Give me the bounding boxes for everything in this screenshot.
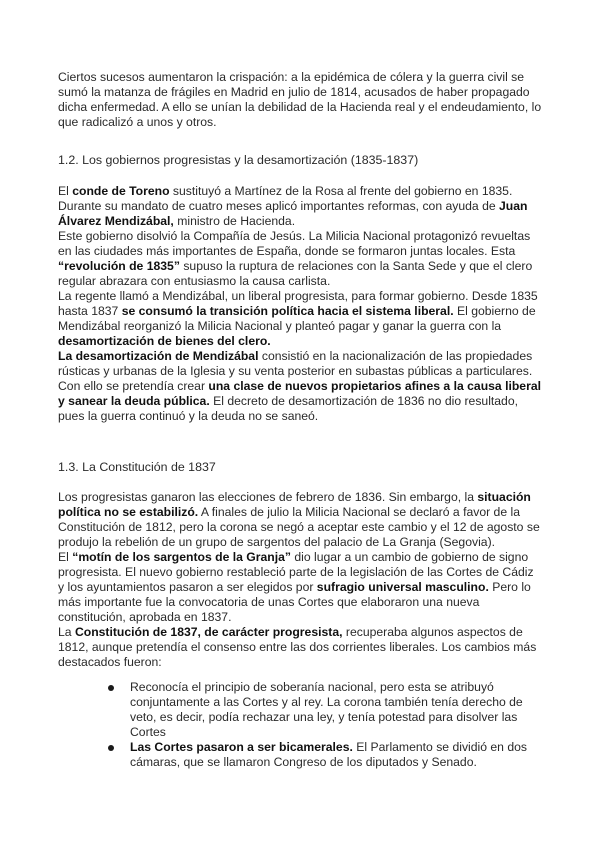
text-run: supuso la ruptura de relaciones con la Santa Sede y que el clero regular abrazara con entusiasmo la causa carlista. bbox=[58, 259, 533, 288]
text-run: El bbox=[58, 550, 73, 564]
section-1-3-heading-text: 1.3. La Constitución de 1837 bbox=[58, 460, 216, 474]
bold-run: se consumó la transición política hacia el sistema liberal. bbox=[121, 304, 454, 318]
text-run: recuperaba algunos aspectos de 1812, aunque pretendía el consenso entre las dos corrientes liberales. Los cambios más destacados fueron: bbox=[58, 625, 537, 669]
text-run: El Parlamento se dividió en dos cámaras, que se llamaron Congreso de los diputados y Senado. bbox=[130, 740, 527, 769]
text-run: consistió en la nacionalización de las propiedades rústicas y urbanas de la Iglesia y su venta posterior en subastas públicas a particulares. Con ello se pretendía crear bbox=[58, 349, 533, 393]
section-1-3-heading bbox=[58, 460, 542, 475]
list-item bbox=[108, 680, 538, 740]
text-run: La regente llamó a Mendizábal, un liberal progresista, para formar gobierno. Desde 1835 hasta 1837 bbox=[58, 289, 538, 318]
changes-list bbox=[108, 680, 538, 770]
bold-run: “motín de los sargentos de la Granja” bbox=[72, 550, 291, 564]
text-run: Este gobierno disolvió la Compañía de Jesús. La Milicia Nacional protagonizó revueltas en las ciudades más importantes de España, donde se formaron juntas locales. Esta bbox=[58, 229, 531, 258]
bold-run: conde de Toreno bbox=[72, 184, 170, 198]
text-run: Pero lo más importante fue la convocatoria de unas Cortes que elaboraron una nueva constitución, aprobada en 1837. bbox=[58, 580, 531, 624]
bold-run: Constitución de 1837, de carácter progresista, bbox=[74, 625, 343, 639]
paragraph-elecciones-1836 bbox=[58, 490, 542, 550]
bullet-icon bbox=[108, 745, 114, 751]
text-run: El gobierno de Mendizábal reorganizó la Milicia Nacional y planteó pagar y ganar la guerra con la bbox=[58, 304, 536, 333]
bold-run: Las Cortes pasaron a ser bicamerales. bbox=[130, 740, 353, 754]
text-run: El decreto de desamortización de 1836 no dio resultado, pues la guerra continuó y la deuda no se saneó. bbox=[58, 394, 519, 423]
section-1-3-body bbox=[58, 490, 542, 670]
text-run: Los progresistas ganaron las elecciones de febrero de 1836. Sin embargo, la bbox=[58, 490, 478, 504]
text-run: A finales de julio la Milicia Nacional se declaró a favor de la Constitución de 1812, pero la corona se negó a aceptar este cambio y el 12 de agosto se produjo la rebelión de un grupo de sargentos del palacio de La Granja (Segovia). bbox=[58, 505, 540, 549]
bold-run: desamortización de bienes del clero. bbox=[58, 334, 271, 348]
text-run: ministro de Hacienda. bbox=[173, 214, 296, 228]
bold-run: sufragio universal masculino. bbox=[316, 580, 489, 594]
section-1-2-heading bbox=[58, 153, 542, 168]
text-run: La bbox=[58, 625, 75, 639]
bold-run: “revolución de 1835” bbox=[58, 259, 180, 273]
intro-text: Ciertos sucesos aumentaron la crispación: a la epidémica de cólera y la guerra civil se sumó la matanza de frágiles en Madrid en julio de 1814, acusados de haber propagado dicha enfermedad. A ello se unían la debilidad de la Hacienda real y el endeudamiento, lo que radicalizó a unos y otros. bbox=[58, 70, 542, 129]
bullet-icon bbox=[108, 685, 114, 691]
paragraph-motin-granja bbox=[58, 550, 542, 625]
section-1-2-body bbox=[58, 184, 542, 424]
bold-run: una clase de nuevos propietarios afines a la causa liberal y sanear la deuda pública. bbox=[58, 379, 541, 408]
bold-run: situación política no se estabilizó. bbox=[58, 490, 531, 519]
intro-paragraph bbox=[58, 70, 542, 130]
text-run: sustituyó a Martínez de la Rosa al frente del gobierno en 1835. Durante su mandato de cuatro meses aplicó importantes reformas, con ayuda de bbox=[58, 184, 513, 213]
bold-run: La desamortización de Mendizábal bbox=[58, 349, 259, 363]
paragraph-mendizabal bbox=[58, 289, 542, 349]
paragraph-toreno bbox=[58, 184, 542, 229]
list-item bbox=[108, 740, 538, 770]
paragraph-revolucion-1835 bbox=[58, 229, 542, 289]
text-run: Reconocía el principio de soberanía nacional, pero esta se atribuyó conjuntamente a las Cortes y al rey. La corona también tenía derecho de veto, es decir, podía rechazar una ley, y tenía potestad para disolver las Cortes bbox=[130, 680, 523, 739]
section-1-2-heading-text: 1.2. Los gobiernos progresistas y la desamortización (1835-1837) bbox=[58, 153, 419, 167]
paragraph-desamortizacion bbox=[58, 349, 542, 424]
bold-run: Juan Álvarez Mendizábal, bbox=[58, 199, 528, 228]
text-run: El bbox=[58, 184, 73, 198]
text-run: dio lugar a un cambio de gobierno de signo progresista. El nuevo gobierno restableció parte de la legislación de las Cortes de Cádiz y los ayuntamientos pasaron a ser elegidos por bbox=[58, 550, 534, 594]
paragraph-constitucion-1837 bbox=[58, 625, 542, 670]
